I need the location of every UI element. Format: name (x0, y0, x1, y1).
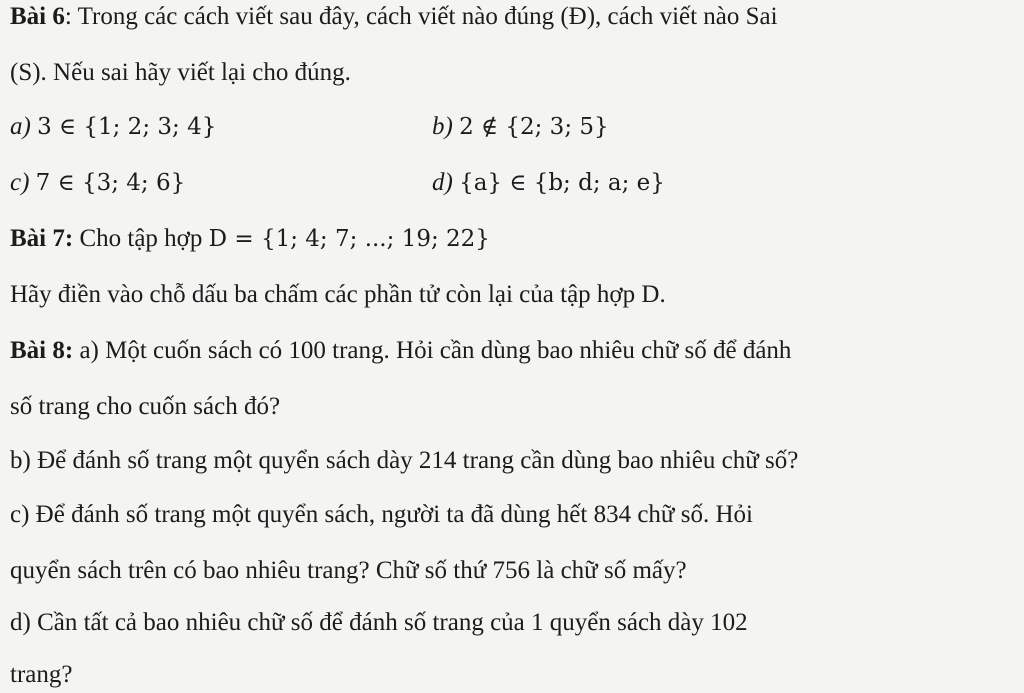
bai8-b-text: b) Để đánh số trang một quyển sách dày 214 trang cần dùng bao nhiêu chữ số? (10, 447, 799, 474)
item-c-expr: 7 ∈ {3; 4; 6} (35, 170, 186, 196)
bai8-a-line1 (10, 336, 791, 366)
bai8-label: Bài 8: (10, 337, 74, 364)
bai8-d-text-2: trang? (10, 661, 73, 688)
bai8-a-text-2: số trang cho cuốn sách đó? (10, 393, 281, 420)
bai6-row-cd (10, 168, 1010, 198)
bai6-label: Bài 6 (10, 3, 65, 30)
bai7-label: Bài 7: (10, 225, 74, 252)
bai7-instruction: Hãy điền vào chỗ dấu ba chấm các phần tử còn lại của tập hợp D. (10, 281, 666, 308)
item-a-letter: a) (10, 113, 31, 140)
item-a-expr: 3 ∈ {1; 2; 3; 4} (37, 114, 217, 140)
bai8-a-line2 (10, 392, 280, 422)
bai7-line1 (10, 224, 490, 254)
bai8-c-line2 (10, 556, 687, 586)
bai6-row-ab (10, 112, 1010, 142)
item-b-expr: 2 ∉ {2; 3; 5} (459, 114, 609, 140)
bai8-c-line1 (10, 500, 753, 530)
bai6-line1 (10, 2, 778, 32)
bai8-a-text-1: a) Một cuốn sách có 100 trang. Hỏi cần dùng bao nhiêu chữ số để đánh (73, 337, 792, 364)
bai8-b-line (10, 446, 798, 476)
bai8-d-line1 (10, 608, 748, 638)
item-c-letter: c) (10, 169, 30, 196)
bai7-set-expr: D = {1; 4; 7; ...; 19; 22} (208, 226, 490, 252)
item-b (432, 112, 609, 142)
bai6-text-1: : Trong các cách viết sau đây, cách viết nào đúng (Đ), cách viết nào Sai (64, 3, 778, 30)
bai8-d-line2 (10, 660, 72, 690)
item-d (432, 168, 665, 198)
bai6-text-2: (S). Nếu sai hãy viết lại cho đúng. (10, 59, 351, 86)
bai6-line2 (10, 58, 351, 88)
bai8-c-text-1: c) Để đánh số trang một quyển sách, người ta đã dùng hết 834 chữ số. Hỏi (10, 501, 753, 528)
item-d-expr: {a} ∈ {b; d; a; e} (459, 170, 665, 196)
bai7-text: Cho tập hợp (73, 225, 209, 252)
bai7-line2 (10, 280, 666, 310)
bai8-d-text-1: d) Cần tất cả bao nhiêu chữ số để đánh số trang của 1 quyển sách dày 102 (10, 609, 748, 636)
item-b-letter: b) (432, 113, 453, 140)
item-d-letter: d) (432, 169, 453, 196)
bai8-c-text-2: quyển sách trên có bao nhiêu trang? Chữ số thứ 756 là chữ số mấy? (10, 557, 687, 584)
